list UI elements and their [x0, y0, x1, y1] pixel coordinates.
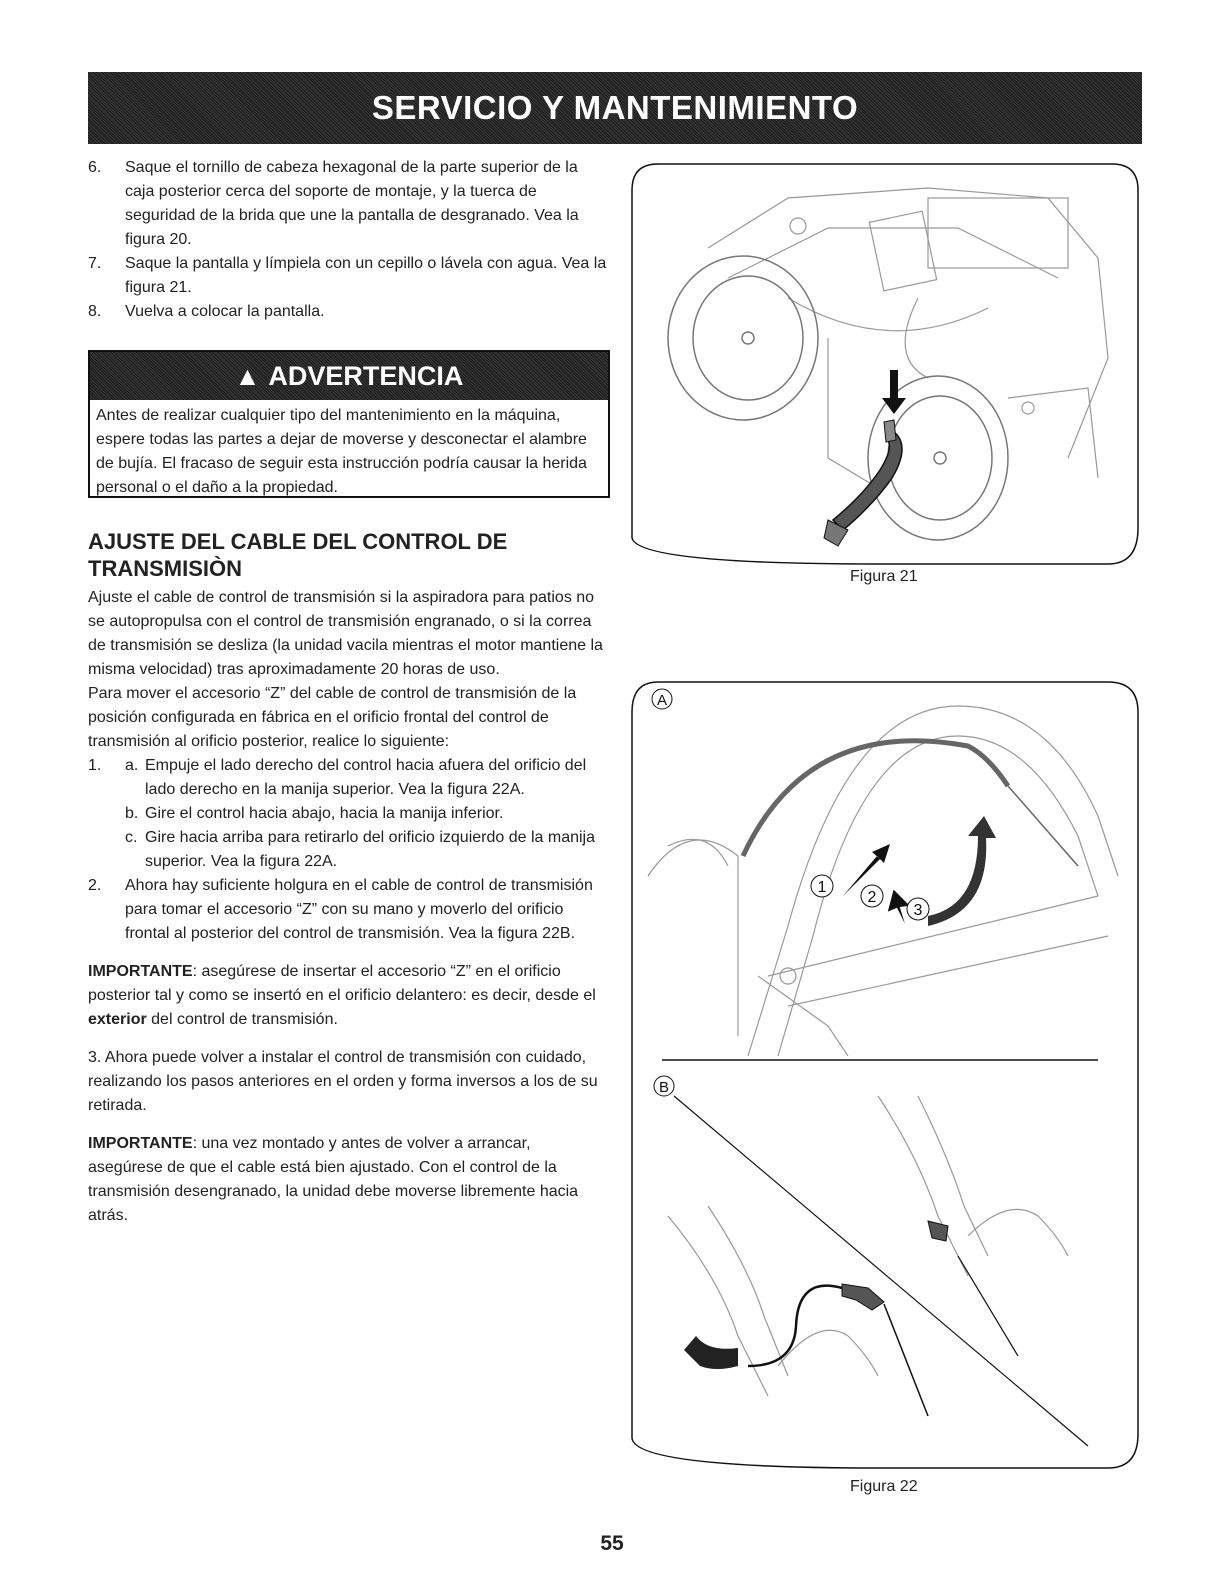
callout-3: 3 [913, 902, 923, 919]
callout-1: 1 [817, 879, 827, 896]
steps-list [88, 156, 608, 324]
callout-2: 2 [867, 889, 877, 906]
list-item [88, 826, 608, 874]
step-text: Saque el tornillo de cabeza hexagonal de la parte superior de la caja posterior cerca del soporte de montaje, y la tuerca de seguridad de la brida que une la pantalla de desgranado. Vea la figura 20. [125, 159, 579, 248]
figure-21-caption: Figura 21 [850, 568, 918, 585]
section-body [88, 586, 608, 1228]
substep-text: Gire hacia arriba para retirarlo del orificio izquierdo de la manija superior. Vea la figura 22A. [145, 829, 595, 870]
substep-label: a. [125, 757, 139, 774]
list-item [88, 874, 608, 946]
paragraph: 3. Ahora puede volver a instalar el control de transmisión con cuidado, realizando los pasos anteriores en el orden y forma inversos a los de su retirada. [88, 1049, 598, 1114]
procedure-list [88, 754, 608, 946]
step-number: 2. [88, 877, 102, 894]
important-label: IMPORTANTE [88, 1135, 193, 1152]
important-note: IMPORTANTE: asegúrese de insertar el accesorio “Z” en el orificio posterior tal y como se insertó en el orificio delantero: es decir, desde el exterior del control de transmisión. [88, 963, 596, 1028]
step-text: Saque la pantalla y límpiela con un cepillo o lávela con agua. Vea la figura 21. [125, 255, 607, 296]
section-banner [88, 72, 1142, 144]
figure-22-illustration [628, 676, 1142, 1474]
page-number: 55 [600, 1532, 624, 1555]
step-number: 7. [88, 255, 102, 272]
list-item [88, 156, 608, 252]
panel-b-label: B [658, 1079, 670, 1096]
list-item [88, 300, 608, 324]
warning-header [90, 352, 608, 400]
warning-title: ADVERTENCIA [268, 360, 464, 391]
substep-label: c. [125, 829, 138, 846]
warning-box [88, 350, 610, 498]
important-label: IMPORTANTE [88, 963, 193, 980]
panel-a-label: A [656, 692, 668, 709]
z-fitting-part [824, 420, 902, 546]
page-title: SERVICIO Y MANTENIMIENTO [371, 89, 859, 126]
paragraph: Para mover el accesorio “Z” del cable de control de transmisión de la posición configurada en fábrica en el orificio frontal del control de transmisión al orificio posterior, realice lo siguiente: [88, 685, 577, 750]
substep-text: Gire el control hacia abajo, hacia la manija inferior. [145, 805, 504, 822]
substep-text: Empuje el lado derecho del control hacia afuera del orificio del lado derecho en la manija superior. Vea la figura 22A. [145, 757, 587, 798]
step-number: 1. [88, 757, 102, 774]
substep-label: b. [125, 805, 139, 822]
warning-triangle-icon: ▲ [234, 360, 261, 391]
step-text: Ahora hay suficiente holgura en el cable de control de transmisión para tomar el accesorio “Z” con su mano y moverlo del orificio frontal al posterior del control de transmisión. Vea la figura 22B. [125, 877, 593, 942]
step-text: Vuelva a colocar la pantalla. [125, 303, 325, 320]
paragraph: Ajuste el cable de control de transmisión si la aspiradora para patios no se autopropulsa con el control de transmisión engranado, o si la correa de transmisión se desliza (la unidad vacila mientras el motor mantiene la misma velocidad) tras aproximadamente 20 horas de uso. [88, 589, 603, 678]
step-number: 8. [88, 303, 102, 320]
list-item [88, 754, 608, 802]
warning-text: Antes de realizar cualquier tipo del mantenimiento en la máquina, espere todas las partes a dejar de moverse y desconectar el alambre de bujía. El fracaso de seguir esta instrucción podría causar la herida personal o el daño a la propiedad. [96, 407, 587, 496]
figure-21-illustration [628, 158, 1142, 568]
figure-22-caption: Figura 22 [850, 1478, 918, 1495]
list-item [88, 252, 608, 300]
step-number: 6. [88, 159, 102, 176]
important-note: IMPORTANTE: una vez montado y antes de volver a arrancar, asegúrese de que el cable está bien ajustado. Con el control de la transmisión desengranado, la unidad debe moverse libremente hacia atrás. [88, 1135, 579, 1224]
list-item [88, 802, 608, 826]
section-heading: AJUSTE DEL CABLE DEL CONTROL DE TRANSMISIÒN [88, 529, 508, 581]
